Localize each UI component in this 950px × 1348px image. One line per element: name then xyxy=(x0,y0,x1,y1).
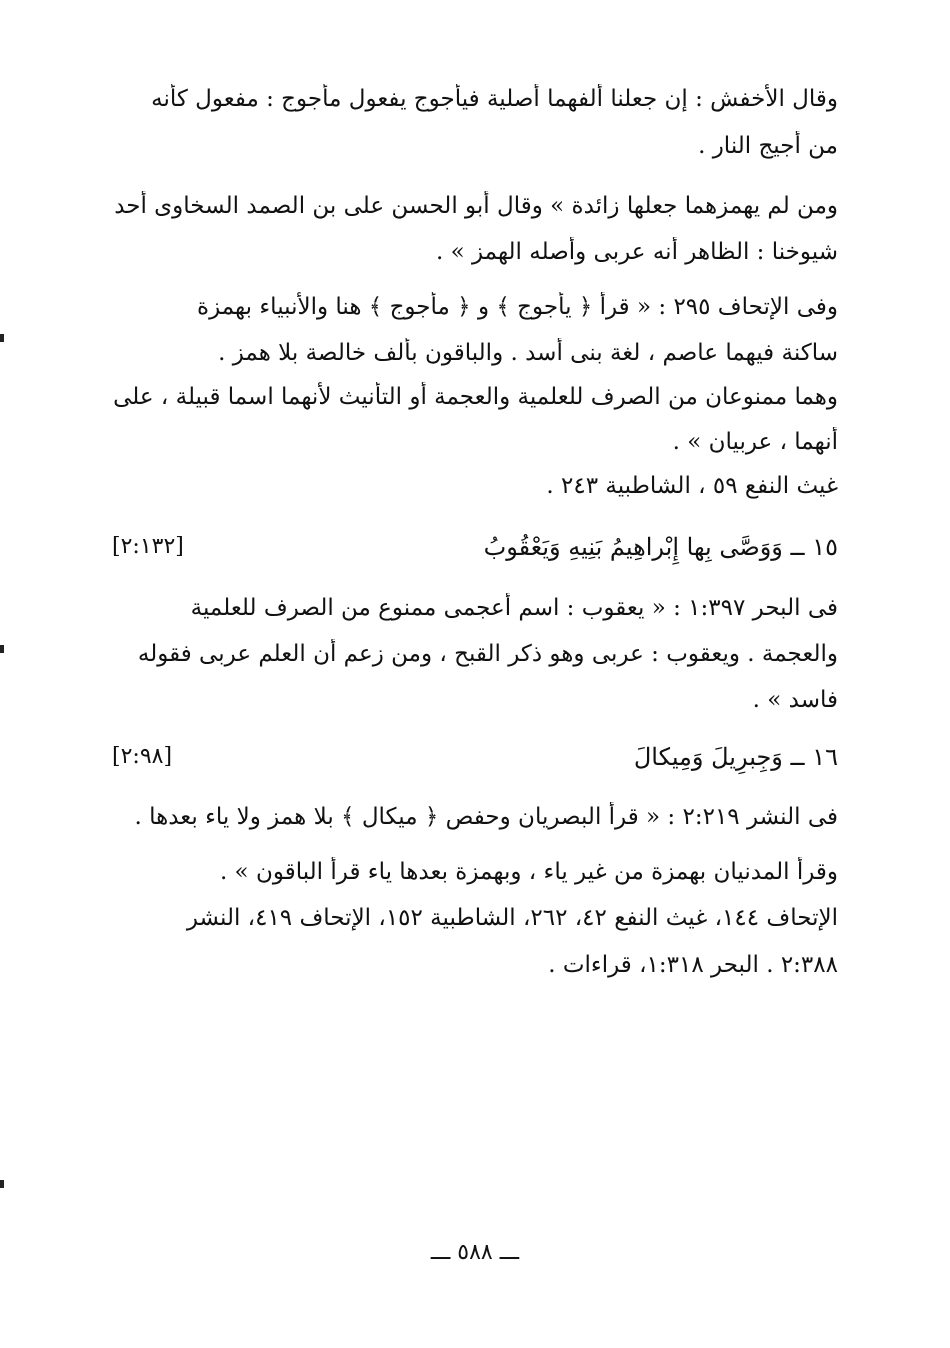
text-line: ومن لم يهمزهما جعلها زائدة » وقال أبو الحسن على بن الصمد السخاوى أحد xyxy=(114,193,838,219)
verse-text: ١٦ ــ وَجِبرِيلَ وَمِيكالَ xyxy=(633,743,838,771)
text-line: وهما ممنوعان من الصرف للعلمية والعجمة أو التأنيث لأنهما اسما قبيلة ، على xyxy=(113,384,838,410)
verse-reference: [٢:١٣٢] xyxy=(112,534,184,559)
verse-text: ١٥ ــ وَوَصَّى بِها إِبْراهِيمُ بَنِيهِ وَيَعْقُوبُ xyxy=(483,533,838,561)
text-line: غيث النفع ٥٩ ، الشاطبية ٢٤٣ . xyxy=(546,473,838,499)
text-line: شيوخنا : الظاهر أنه عربى وأصله الهمز » . xyxy=(435,239,838,265)
text-line: الإتحاف ١٤٤، غيث النفع ٤٢، ٢٦٢، الشاطبية ١٥٢، الإتحاف ٤١٩، النشر xyxy=(186,905,838,931)
text-line: ٢:٣٨٨ . البحر ١:٣١٨، قراءات . xyxy=(548,952,838,978)
verse-heading xyxy=(112,530,838,564)
verse-reference: [٢:٩٨] xyxy=(112,744,173,769)
text-line: والعجمة . ويعقوب : عربى وهو ذكر القبح ، ومن زعم أن العلم عربى فقوله xyxy=(137,641,838,667)
text-line: فاسد » . xyxy=(752,687,838,713)
text-line: وقال الأخفش : إن جعلنا ألفهما أصلية فيأجوج يفعول مأجوج : مفعول كأنه xyxy=(151,86,838,112)
text-line: فى النشر ٢:٢١٩ : « قرأ البصريان وحفص ﴿ ميكال ﴾ بلا همز ولا ياء بعدها . xyxy=(134,804,838,830)
verse-heading xyxy=(112,740,838,774)
text-line: ساكنة فيهما عاصم ، لغة بنى أسد . والباقون بألف خالصة بلا همز . xyxy=(218,340,838,366)
text-line: وفى الإتحاف ٢٩٥ : « قرأ ﴿ يأجوج ﴾ و ﴿ مأجوج ﴾ هنا والأنبياء بهمزة xyxy=(197,294,838,320)
scan-margin-mark xyxy=(0,1180,4,1188)
scan-margin-mark xyxy=(0,645,4,653)
scan-margin-mark xyxy=(0,334,4,342)
text-line: وقرأ المدنيان بهمزة من غير ياء ، وبهمزة بعدها ياء قرأ الباقون » . xyxy=(219,859,838,885)
text-line: من أجيج النار . xyxy=(698,133,838,159)
text-line: أنهما ، عربيان » . xyxy=(672,429,838,455)
page-number: ـــ ٥٨٨ ـــ xyxy=(430,1240,520,1265)
text-line: فى البحر ١:٣٩٧ : « يعقوب : اسم أعجمى ممنوع من الصرف للعلمية xyxy=(190,595,838,621)
